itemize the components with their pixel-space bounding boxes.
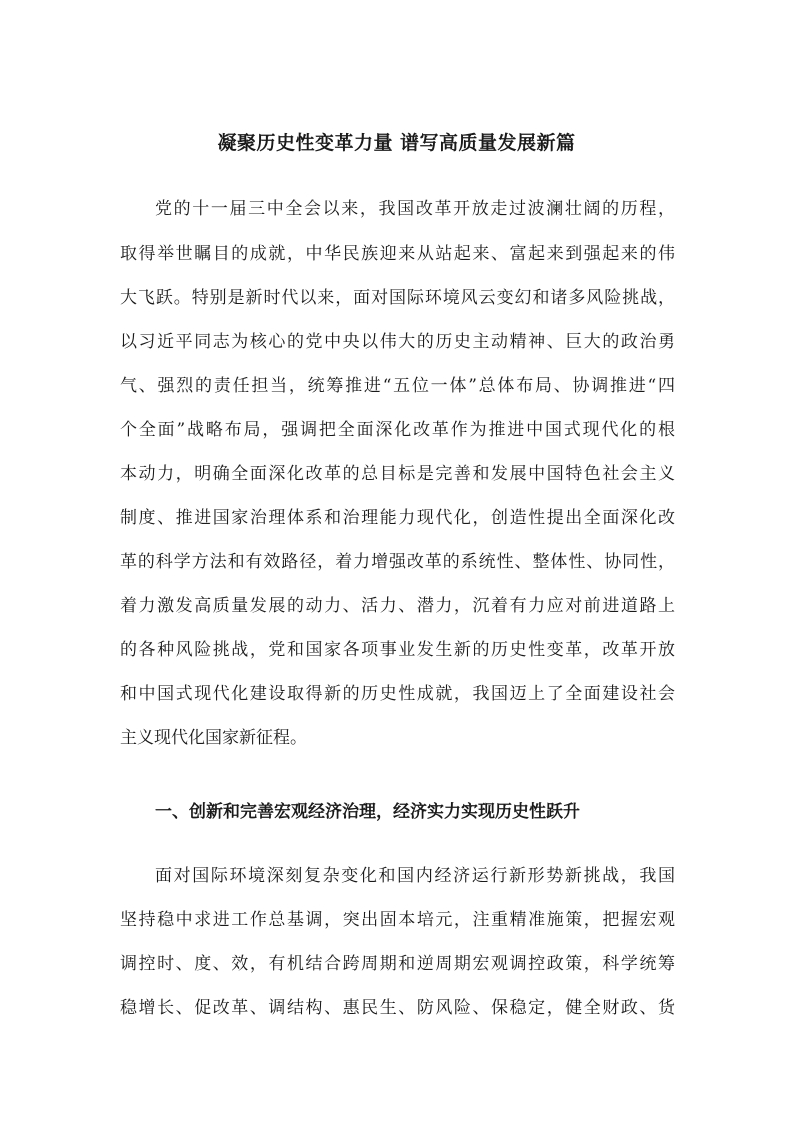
paragraph-line: 以习近平同志为核心的党中央以伟大的历史主动精神、巨大的政治勇	[120, 332, 675, 352]
paragraph-line: 调控时、度、效，有机结合跨周期和逆周期宏观调控政策，科学统筹	[120, 954, 675, 974]
paragraph-line: 革的科学方法和有效路径，着力增强改革的系统性、整体性、协同性，	[120, 552, 675, 572]
paragraph-line: 本动力，明确全面深化改革的总目标是完善和发展中国特色社会主义	[120, 464, 675, 484]
paragraph-line: 党的十一届三中全会以来，我国改革开放走过波澜壮阔的历程，	[155, 199, 675, 219]
document-title: 凝聚历史性变革力量 谱写高质量发展新篇	[217, 132, 576, 154]
paragraph-line: 取得举世瞩目的成就，中华民族迎来从站起来、富起来到强起来的伟	[120, 244, 675, 264]
paragraph-line: 的各种风险挑战，党和国家各项事业发生新的历史性变革，改革开放	[120, 640, 675, 660]
paragraph-line: 制度、推进国家治理体系和治理能力现代化，创造性提出全面深化改	[120, 508, 675, 528]
paragraph-line: 个全面”战略布局，强调把全面深化改革作为推进中国式现代化的根	[120, 420, 675, 440]
paragraph-line: 面对国际环境深刻复杂变化和国内经济运行新形势新挑战，我国	[155, 866, 675, 886]
paragraph-line: 大飞跃。特别是新时代以来，面对国际环境风云变幻和诸多风险挑战，	[120, 288, 675, 308]
paragraph-line: 主义现代化国家新征程。	[120, 728, 307, 748]
paragraph-line: 稳增长、促改革、调结构、惠民生、防风险、保稳定，健全财政、货	[120, 998, 675, 1018]
paragraph-line: 气、强烈的责任担当，统筹推进“五位一体”总体布局、协调推进“四	[120, 376, 675, 396]
section-heading: 一、创新和完善宏观经济治理，经济实力实现历史性跃升	[155, 802, 580, 822]
paragraph-line: 着力激发高质量发展的动力、活力、潜力，沉着有力应对前进道路上	[120, 596, 675, 616]
paragraph-line: 坚持稳中求进工作总基调，突出固本培元，注重精准施策，把握宏观	[120, 910, 675, 930]
paragraph-line: 和中国式现代化建设取得新的历史性成就，我国迈上了全面建设社会	[120, 684, 675, 704]
